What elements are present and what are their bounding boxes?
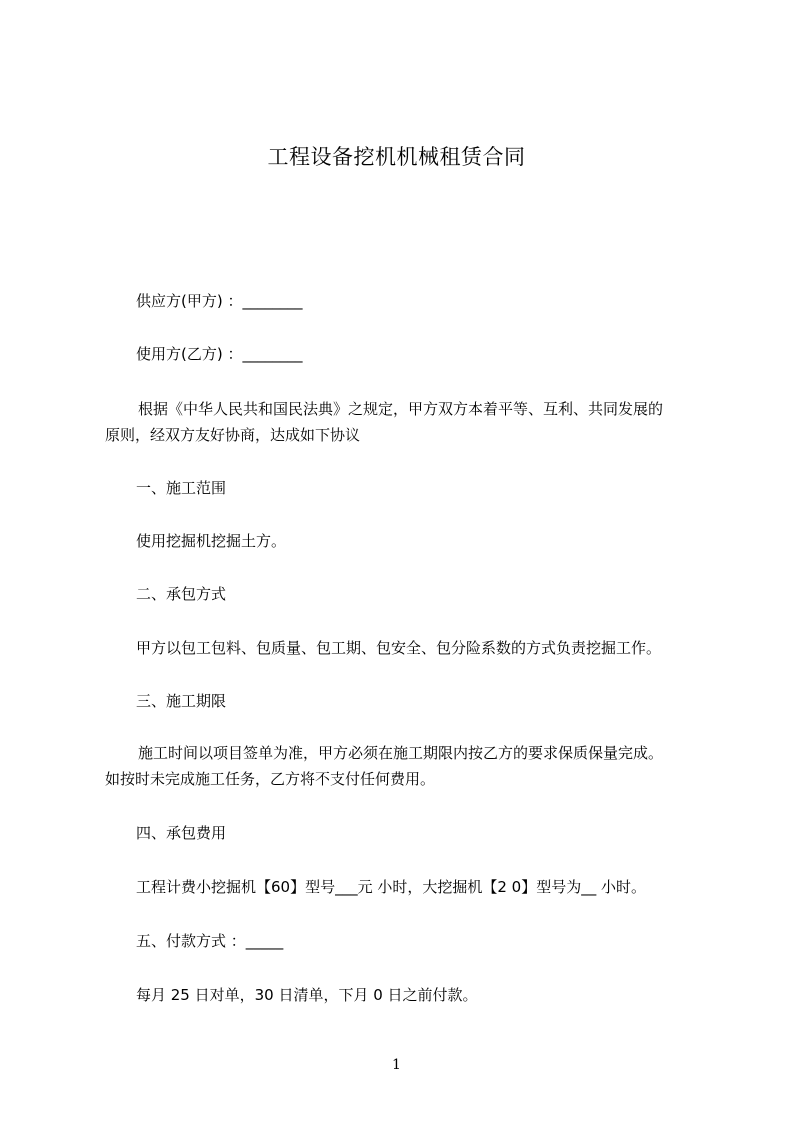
intro-paragraph — [105, 396, 705, 448]
page-number: 1 — [392, 1057, 401, 1073]
supplier-line: 供应方(甲方) ：________ — [136, 292, 303, 310]
section-2-heading: 二、承包方式 — [136, 585, 227, 603]
section-3-line-1: 施工时间以项目签单为准，甲方必须在施工期限内按乙方的要求保质保量完成。 — [138, 744, 664, 762]
section-4-text: 工程计费小挖掘机【60】型号___元 小时，大挖掘机【2 0】型号为__ 小时。 — [136, 878, 646, 896]
document-title: 工程设备挖机机械租赁合同 — [267, 145, 526, 169]
section-2-text: 甲方以包工包料、包质量、包工期、包安全、包分险系数的方式负责挖掘工作。 — [136, 639, 662, 657]
user-line: 使用方(乙方) ：________ — [136, 345, 303, 363]
section-1-heading: 一、施工范围 — [136, 479, 227, 497]
section-3-heading: 三、施工期限 — [136, 692, 227, 710]
section-5-heading: 五、付款方式 ：_____ — [136, 932, 284, 950]
section-5-text: 每月 25 日对单，30 日清单，下月 0 日之前付款。 — [136, 986, 478, 1004]
section-1-text: 使用挖掘机挖掘土方。 — [136, 532, 287, 550]
intro-line-1: 根据《中华人民共和国民法典》之规定，甲方双方本着平等、互利、共同发展的 — [138, 400, 664, 418]
section-3-paragraph — [105, 740, 705, 792]
intro-line-2: 原则，经双方友好协商，达成如下协议 — [105, 426, 361, 444]
section-3-line-2: 如按时未完成施工任务，乙方将不支付任何费用。 — [105, 770, 436, 788]
section-4-heading: 四、承包费用 — [136, 824, 227, 842]
